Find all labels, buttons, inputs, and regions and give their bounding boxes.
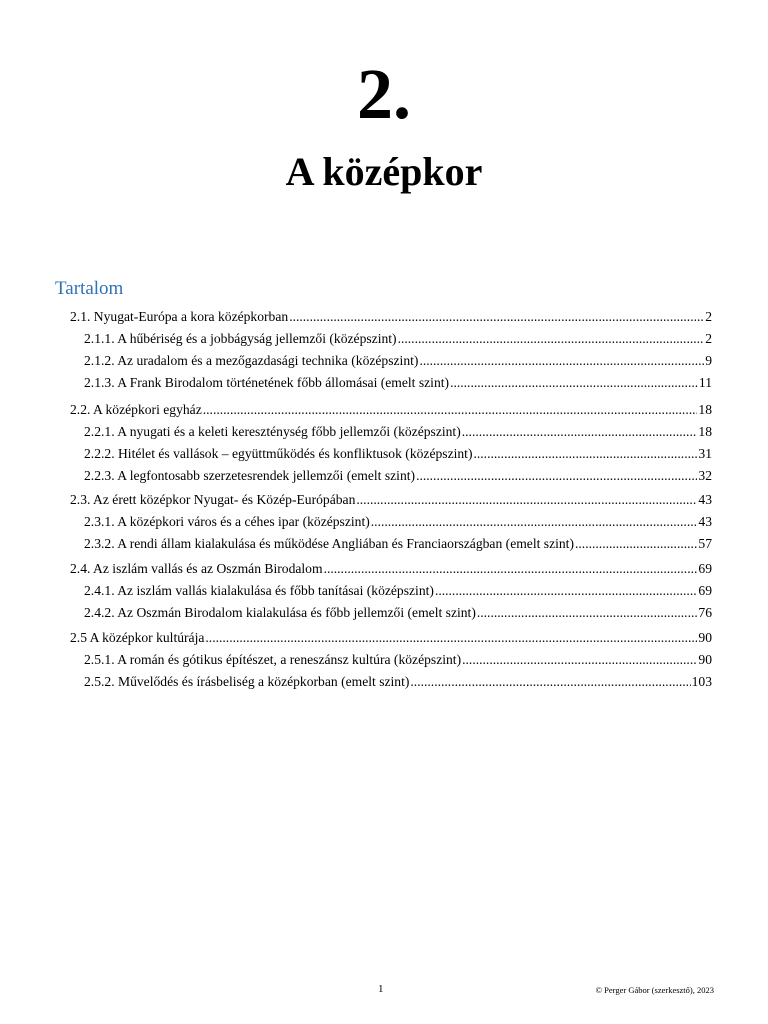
footer-page-number: 1 (378, 983, 384, 995)
toc-dot-leader (203, 403, 698, 417)
toc-entry-page: 103 (691, 674, 712, 689)
toc-entry[interactable] (84, 584, 712, 598)
toc-entry-label: 2.5.1. A román és gótikus építészet, a reneszánsz kultúra (középszint) (84, 652, 462, 667)
toc-entry-label: 2.2. A középkori egyház (70, 402, 202, 417)
toc-dot-leader (473, 447, 697, 461)
toc-entry[interactable] (84, 653, 712, 667)
toc-entry-label: 2.2.3. A legfontosabb szerzetesrendek jellemzői (emelt szint) (84, 468, 416, 483)
toc-entry-label: 2.1.2. Az uradalom és a mezőgazdasági technika (középszint) (84, 353, 419, 368)
toc-entry-label: 2.1.1. A hűbériség és a jobbágyság jellemzői (középszint) (84, 331, 397, 346)
toc-entry[interactable] (84, 332, 712, 346)
toc-entry-label: 2.2.2. Hitélet és vallások – együttműködés és konfliktusok (középszint) (84, 446, 473, 461)
toc-entry[interactable] (84, 537, 712, 551)
chapter-title: A középkor (285, 149, 483, 194)
toc-entry[interactable] (70, 631, 712, 645)
toc-dot-leader (416, 469, 697, 483)
toc-dot-leader (477, 606, 698, 620)
toc-entry-page: 69 (698, 561, 712, 576)
toc-entry-label: 2.1. Nyugat-Európa a kora középkorban (70, 309, 289, 324)
toc-entry-label: 2.4.1. Az iszlám vallás kialakulása és főbb tanításai (középszint) (84, 583, 434, 598)
toc-entry-page: 11 (698, 375, 712, 390)
toc-dot-leader (289, 310, 704, 324)
toc-entry-page: 9 (705, 353, 712, 368)
toc-dot-leader (410, 675, 690, 689)
toc-entry[interactable] (84, 354, 712, 368)
toc-entry-label: 2.3.1. A középkori város és a céhes ipar (középszint) (84, 514, 370, 529)
toc-dot-leader (356, 493, 697, 507)
toc-entry-label: 2.3. Az érett középkor Nyugat- és Közép-Európában (70, 492, 356, 507)
toc-entry-label: 2.4.2. Az Oszmán Birodalom kialakulása és főbb jellemzői (emelt szint) (84, 605, 476, 620)
toc-entry-page: 57 (698, 536, 712, 551)
toc-dot-leader (575, 537, 697, 551)
toc-entry[interactable] (84, 376, 712, 390)
toc-dot-leader (371, 515, 698, 529)
toc-entry-page: 69 (698, 583, 712, 598)
toc-entry-page: 2 (705, 331, 712, 346)
toc-entry-page: 43 (698, 514, 712, 529)
toc-entry-label: 2.4. Az iszlám vallás és az Oszmán Birodalom (70, 561, 323, 576)
toc-entry-label: 2.3.2. A rendi állam kialakulása és működése Angliában és Franciaországban (emelt szint) (84, 536, 574, 551)
toc-entry[interactable] (84, 469, 712, 483)
chapter-number: 2. (357, 54, 411, 134)
toc-entry-page: 90 (698, 652, 712, 667)
toc-entry-label: 2.1.3. A Frank Birodalom történetének főbb állomásai (emelt szint) (84, 375, 450, 390)
toc-entry-page: 31 (698, 446, 712, 461)
toc-dot-leader (462, 425, 698, 439)
toc-entry-page: 18 (698, 402, 712, 417)
toc-entry-label: 2.5.2. Művelődés és írásbeliség a középkorban (emelt szint) (84, 674, 410, 689)
footer-copyright: © Perger Gábor (szerkesztő), 2023 (595, 985, 714, 995)
toc-entry[interactable] (70, 493, 712, 507)
toc-entry[interactable] (70, 562, 712, 576)
toc-entry-page: 43 (698, 492, 712, 507)
toc-entry[interactable] (84, 675, 712, 689)
toc-entry-page: 90 (698, 630, 712, 645)
toc-heading: Tartalom (55, 278, 124, 299)
toc-entry[interactable] (84, 606, 712, 620)
toc-entry-page: 32 (698, 468, 712, 483)
toc-entry-label: 2.5 A középkor kultúrája (70, 630, 205, 645)
toc-entry[interactable] (70, 403, 712, 417)
toc-entry-page: 18 (698, 424, 712, 439)
toc-dot-leader (324, 562, 698, 576)
toc-entry[interactable] (84, 425, 712, 439)
toc-dot-leader (419, 354, 704, 368)
toc-entry[interactable] (70, 310, 712, 324)
toc-dot-leader (450, 376, 698, 390)
toc-entry-page: 2 (705, 309, 712, 324)
toc-dot-leader (462, 653, 697, 667)
toc-dot-leader (398, 332, 705, 346)
toc-entry[interactable] (84, 447, 712, 461)
toc-entry-label: 2.2.1. A nyugati és a keleti kereszténység főbb jellemzői (középszint) (84, 424, 461, 439)
toc-dot-leader (435, 584, 697, 598)
toc-dot-leader (205, 631, 697, 645)
toc-entry-page: 76 (698, 605, 712, 620)
toc-entry[interactable] (84, 515, 712, 529)
